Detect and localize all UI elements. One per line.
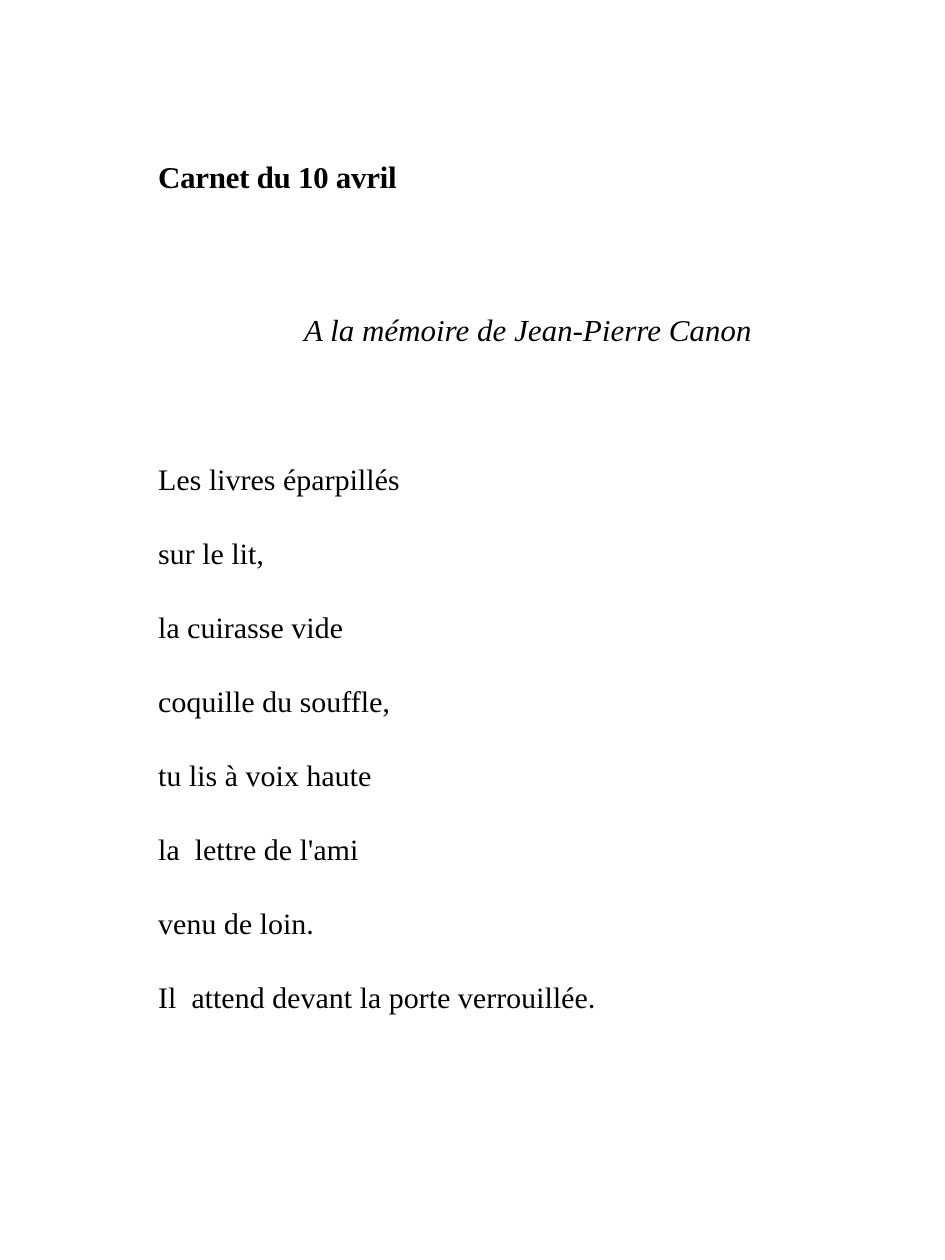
- poem: [158, 461, 595, 1053]
- poem-line: tu lis à voix haute: [158, 760, 372, 793]
- poem-line: Il attend devant la porte verrouillée.: [158, 982, 596, 1015]
- poem-line: sur le lit,: [158, 538, 264, 571]
- poem-line: coquille du souffle,: [158, 686, 390, 719]
- poem-line: la lettre de l'ami: [158, 834, 359, 867]
- dedication: A la mémoire de Jean-Pierre Canon: [304, 313, 752, 348]
- page-title: Carnet du 10 avril: [158, 160, 397, 195]
- poem-line: venu de loin.: [158, 908, 314, 941]
- poem-line: Les livres éparpillés: [158, 464, 400, 497]
- poem-line: la cuirasse vide: [158, 612, 343, 645]
